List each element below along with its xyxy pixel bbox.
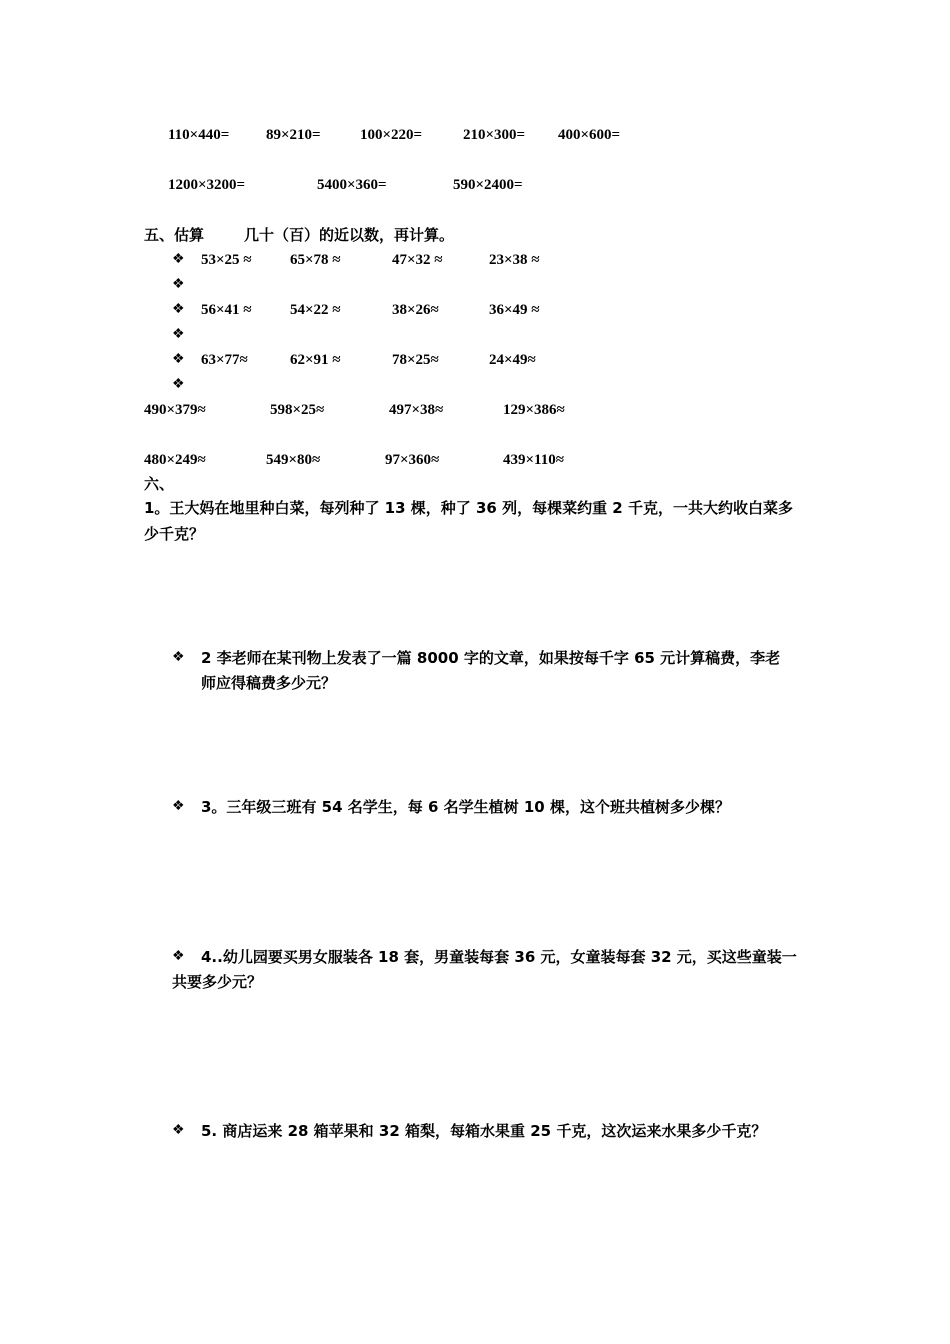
bullet-icon: ❖: [172, 799, 185, 814]
question-3: 3。三年级三班有 54 名学生，每 6 名学生植树 10 棵，这个班共植树多少棵？: [201, 798, 730, 816]
bullet-icon: ❖: [172, 949, 185, 964]
question-1-line1: 1。王大妈在地里种白菜，每列种了 13 棵，种了 36 列，每棵菜约重 2 千克，一共大约收白菜多: [144, 499, 793, 517]
calc-1-3: 100×220=: [360, 127, 423, 143]
bullet-icon: ❖: [172, 650, 185, 665]
question-4-line1: 4..幼儿园要买男女服装各 18 套，男童装每套 36 元，女童装每套 32 元，买这些童装一: [201, 948, 797, 966]
bullet-icon: ❖: [172, 302, 185, 317]
estimate-1-3: 47×32 ≈: [392, 252, 443, 268]
bullet-icon: ❖: [172, 352, 185, 367]
bullet-icon: ❖: [172, 252, 185, 267]
question-2-line2: 师应得稿费多少元？: [201, 674, 337, 692]
estimate-5-1: 480×249≈: [144, 452, 206, 468]
question-5: 5. 商店运来 28 箱苹果和 32 箱梨，每箱水果重 25 千克，这次运来水果多少千克？: [201, 1122, 767, 1140]
bullet-icon: ❖: [172, 277, 185, 292]
bullet-icon: ❖: [172, 377, 185, 392]
calc-1-2: 89×210=: [266, 127, 321, 143]
estimate-5-2: 549×80≈: [266, 452, 321, 468]
estimate-3-2: 62×91 ≈: [290, 352, 341, 368]
estimate-2-1: 56×41 ≈: [201, 302, 252, 318]
calc-2-3: 590×2400=: [453, 177, 523, 193]
estimate-4-4: 129×386≈: [503, 402, 565, 418]
calc-1-1: 110×440=: [168, 127, 230, 143]
question-2-line1: 2 李老师在某刊物上发表了一篇 8000 字的文章，如果按每千字 65 元计算稿费，李老: [201, 649, 781, 667]
bullet-icon: ❖: [172, 1123, 185, 1138]
estimate-1-1: 53×25 ≈: [201, 252, 252, 268]
bullet-icon: ❖: [172, 327, 185, 342]
estimate-3-3: 78×25≈: [392, 352, 439, 368]
estimate-1-4: 23×38 ≈: [489, 252, 540, 268]
estimate-4-3: 497×38≈: [389, 402, 444, 418]
calc-2-1: 1200×3200=: [168, 177, 246, 193]
section6-title: 六、: [144, 475, 175, 493]
question-4-line2: 共要多少元？: [172, 973, 263, 991]
estimate-5-4: 439×110≈: [503, 452, 564, 468]
estimate-4-1: 490×379≈: [144, 402, 206, 418]
calc-2-2: 5400×360=: [317, 177, 387, 193]
estimate-1-2: 65×78 ≈: [290, 252, 341, 268]
estimate-3-4: 24×49≈: [489, 352, 536, 368]
estimate-3-1: 63×77≈: [201, 352, 248, 368]
section5-title: 五、估算: [144, 226, 205, 244]
calc-1-5: 400×600=: [558, 127, 621, 143]
estimate-2-4: 36×49 ≈: [489, 302, 540, 318]
calc-1-4: 210×300=: [463, 127, 526, 143]
estimate-2-2: 54×22 ≈: [290, 302, 341, 318]
estimate-5-3: 97×360≈: [385, 452, 440, 468]
question-1-line2: 少千克？: [144, 525, 205, 543]
estimate-2-3: 38×26≈: [392, 302, 439, 318]
section5-instruction: 几十（百）的近以数，再计算。: [244, 226, 455, 244]
estimate-4-2: 598×25≈: [270, 402, 325, 418]
